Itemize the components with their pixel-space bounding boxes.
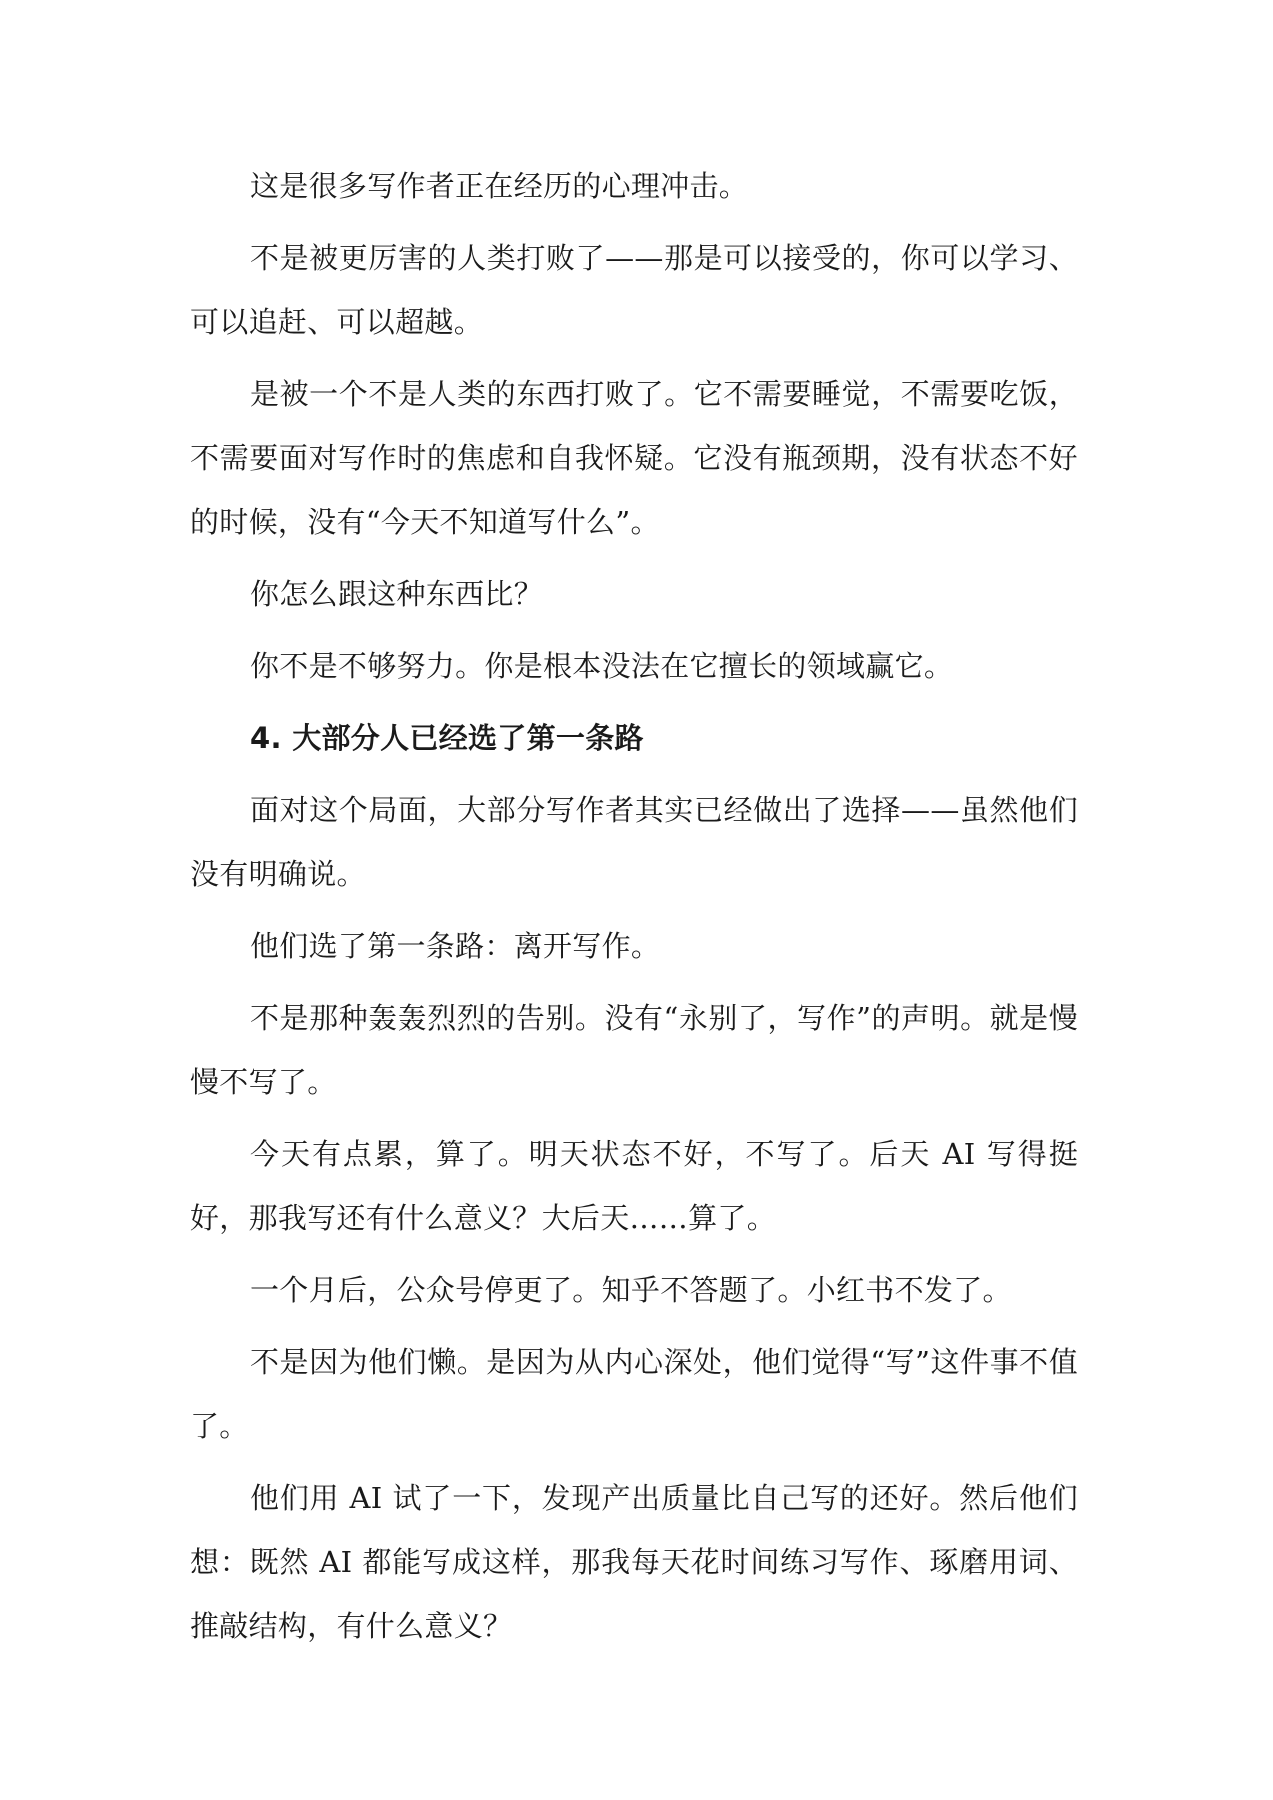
paragraph: 他们用 AI 试了一下，发现产出质量比自己写的还好。然后他们想：既然 AI 都能写成这样，那我每天花时间练习写作、琢磨用词、推敲结构，有什么意义？ <box>190 1481 1078 1643</box>
paragraph: 这是很多写作者正在经历的心理冲击。 <box>250 169 749 203</box>
paragraph: 一个月后，公众号停更了。知乎不答题了。小红书不发了。 <box>250 1273 1012 1307</box>
paragraph: 面对这个局面，大部分写作者其实已经做出了选择——虽然他们没有明确说。 <box>190 793 1078 891</box>
paragraph: 你怎么跟这种东西比？ <box>250 577 544 611</box>
paragraph: 是被一个不是人类的东西打败了。它不需要睡觉，不需要吃饭，不需要面对写作时的焦虑和自我怀疑。它没有瓶颈期，没有状态不好的时候，没有“今天不知道写什么”。 <box>190 377 1078 539</box>
paragraph: 今天有点累，算了。明天状态不好，不写了。后天 AI 写得挺好，那我写还有什么意义？大后天……算了。 <box>190 1137 1078 1235</box>
document-body <box>190 154 1078 1666</box>
paragraph: 不是被更厉害的人类打败了——那是可以接受的，你可以学习、可以追赶、可以超越。 <box>190 241 1078 339</box>
paragraph: 不是因为他们懒。是因为从内心深处，他们觉得“写”这件事不值了。 <box>190 1345 1078 1443</box>
section-heading: 4. 大部分人已经选了第一条路 <box>250 721 644 755</box>
paragraph: 不是那种轰轰烈烈的告别。没有“永别了，写作”的声明。就是慢慢不写了。 <box>190 1001 1078 1099</box>
paragraph: 你不是不够努力。你是根本没法在它擅长的领域赢它。 <box>250 649 954 683</box>
paragraph: 他们选了第一条路：离开写作。 <box>250 929 661 963</box>
